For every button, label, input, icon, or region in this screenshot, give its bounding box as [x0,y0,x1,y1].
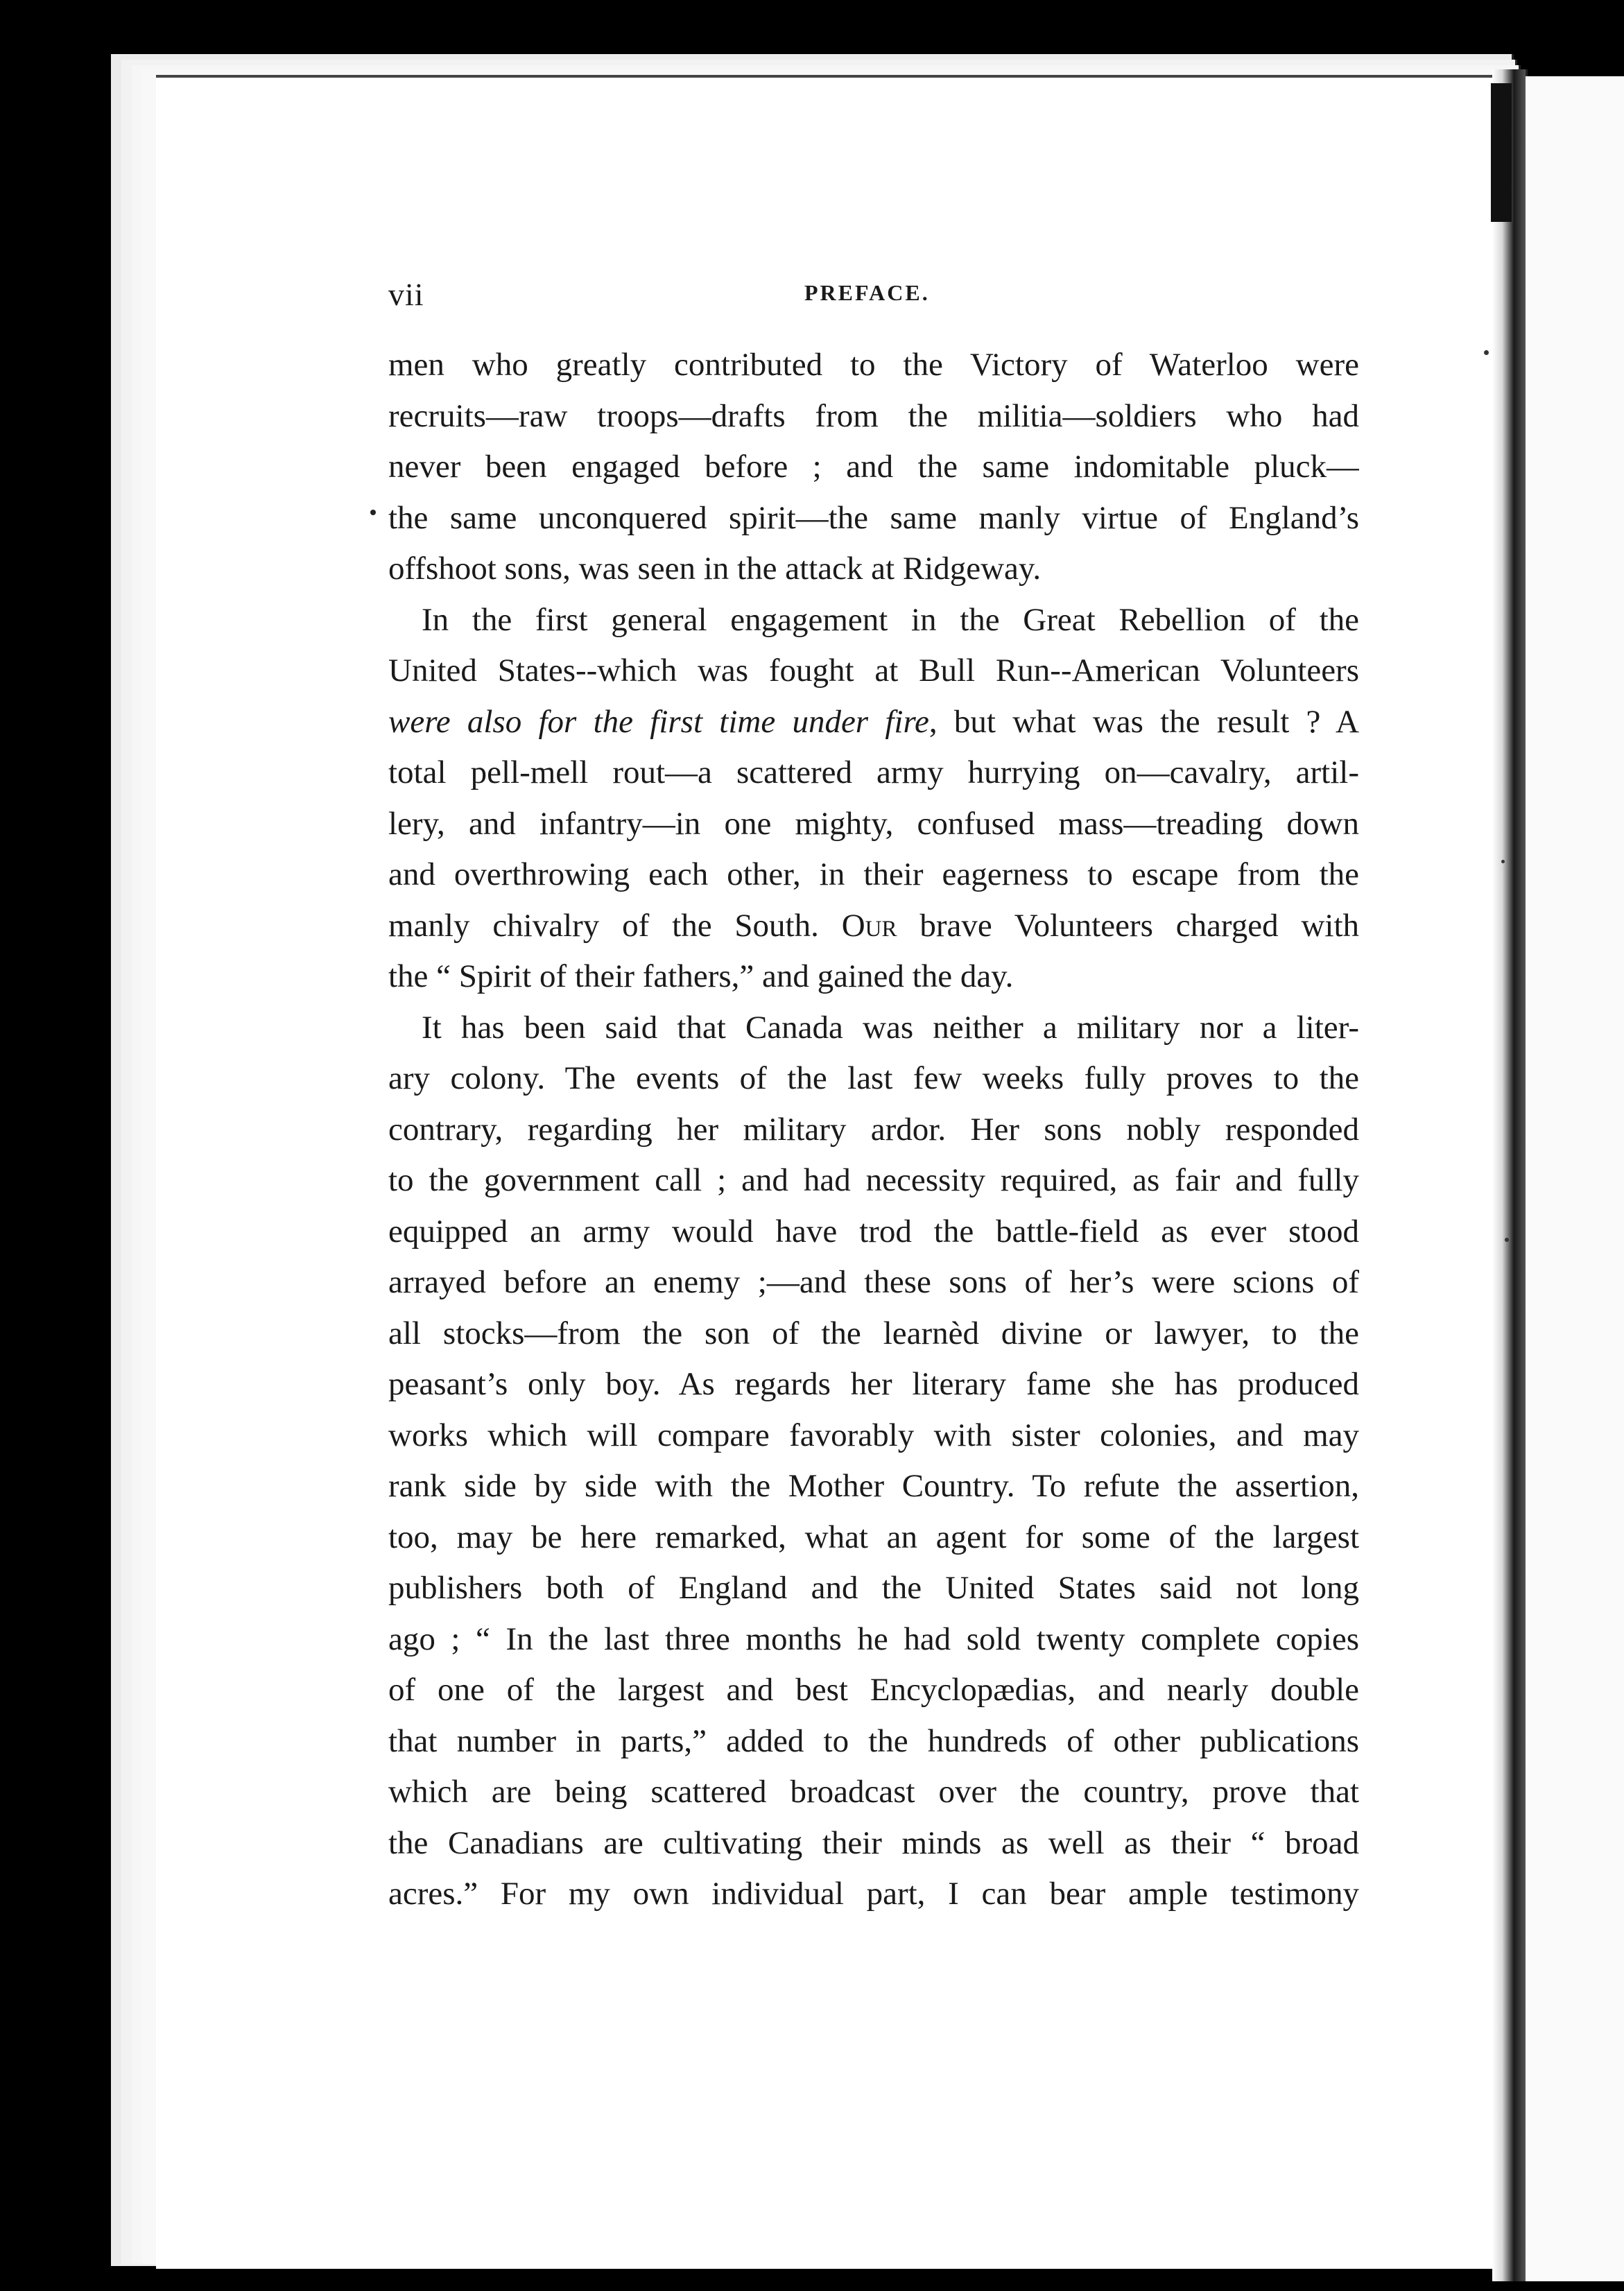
section-title: PREFACE. [804,280,930,305]
text-line: rank side by side with the Mother Country. To refute the assertion, [388,1468,1359,1504]
text-line: that number in parts,” added to the hundreds of other publications [388,1722,1359,1759]
text-line [388,901,1359,952]
text-line: acres.” For my own individual part, I can bear ample testimony [388,1876,1359,1912]
text-line: ary colony. The events of the last few weeks fully proves to the [388,1060,1359,1096]
scan-speck [1484,350,1489,355]
text-line: the Canadians are cultivating their minds as well as their “ broad [388,1824,1359,1861]
text-line: and overthrowing each other, in their eagerness to escape from the [388,856,1359,892]
text-line: total pell-mell rout—a scattered army hurrying on—cavalry, artil- [388,754,1359,790]
small-caps-word: Our [841,907,897,944]
text-line: contrary, regarding her military ardor. Her sons nobly responded [388,1111,1359,1148]
text-line: publishers both of England and the United States said not long [388,1570,1359,1606]
text-line: the same unconquered spirit—the same manly virtue of England’s [388,499,1359,536]
body-text [388,340,1359,1920]
italic-phrase: were also for the first time under fire [388,703,929,740]
scan-speck [1501,860,1505,863]
page-number: vii [388,277,424,312]
text-line: United States--which was fought at Bull Run--American Volunteers [388,652,1359,689]
paragraph [388,1003,1359,1920]
text-line: recruits—raw troops—drafts from the militia—soldiers who had [388,397,1359,434]
margin-mark [370,510,376,515]
running-head [388,276,1359,318]
scan-speck [1505,1238,1509,1242]
text-line: of one of the largest and best Encyclopædias, and nearly double [388,1672,1359,1708]
book-gutter [1492,69,1526,2281]
facing-page-edge [1526,76,1624,2281]
text-line: to the government call ; and had necessity required, as fair and fully [388,1162,1359,1198]
text-line: arrayed before an enemy ;—and these sons of her’s were scions of [388,1264,1359,1300]
text-line: ago ; “ In the last three months he had sold twenty complete copies [388,1620,1359,1657]
text-line: men who greatly contributed to the Victory of Waterloo were [388,347,1359,383]
text-line: which are being scattered broadcast over the country, prove that [388,1774,1359,1810]
text-run: brave Volunteers charged with [897,907,1359,944]
text-line: peasant’s only boy. As regards her literary fame she has produced [388,1366,1359,1402]
text-line: never been engaged before ; and the same indomitable pluck— [388,449,1359,485]
text-line: works which will compare favorably with sister colonies, and may [388,1417,1359,1453]
gutter-shadow [1491,83,1512,222]
text-line: too, may be here remarked, what an agent for some of the largest [388,1519,1359,1555]
text-line [388,697,1359,748]
text-line: equipped an army would have trod the battle-field as ever stood [388,1213,1359,1250]
text-line: all stocks—from the son of the learnèd divine or lawyer, to the [388,1315,1359,1351]
text-line: lery, and infantry—in one mighty, confused mass—treading down [388,805,1359,842]
text-run: , but what was the result ? A [928,703,1359,740]
text-line: the “ Spirit of their fathers,” and gained the day. [388,958,1014,994]
text-line: offshoot sons, was seen in the attack at Ridgeway. [388,551,1042,587]
text-run: manly chivalry of the South. [388,907,842,944]
text-line: In the first general engagement in the Great Rebellion of the [422,601,1359,638]
text-line: It has been said that Canada was neither a military nor a liter- [422,1009,1359,1046]
paragraph [388,340,1359,595]
paragraph [388,595,1359,1003]
